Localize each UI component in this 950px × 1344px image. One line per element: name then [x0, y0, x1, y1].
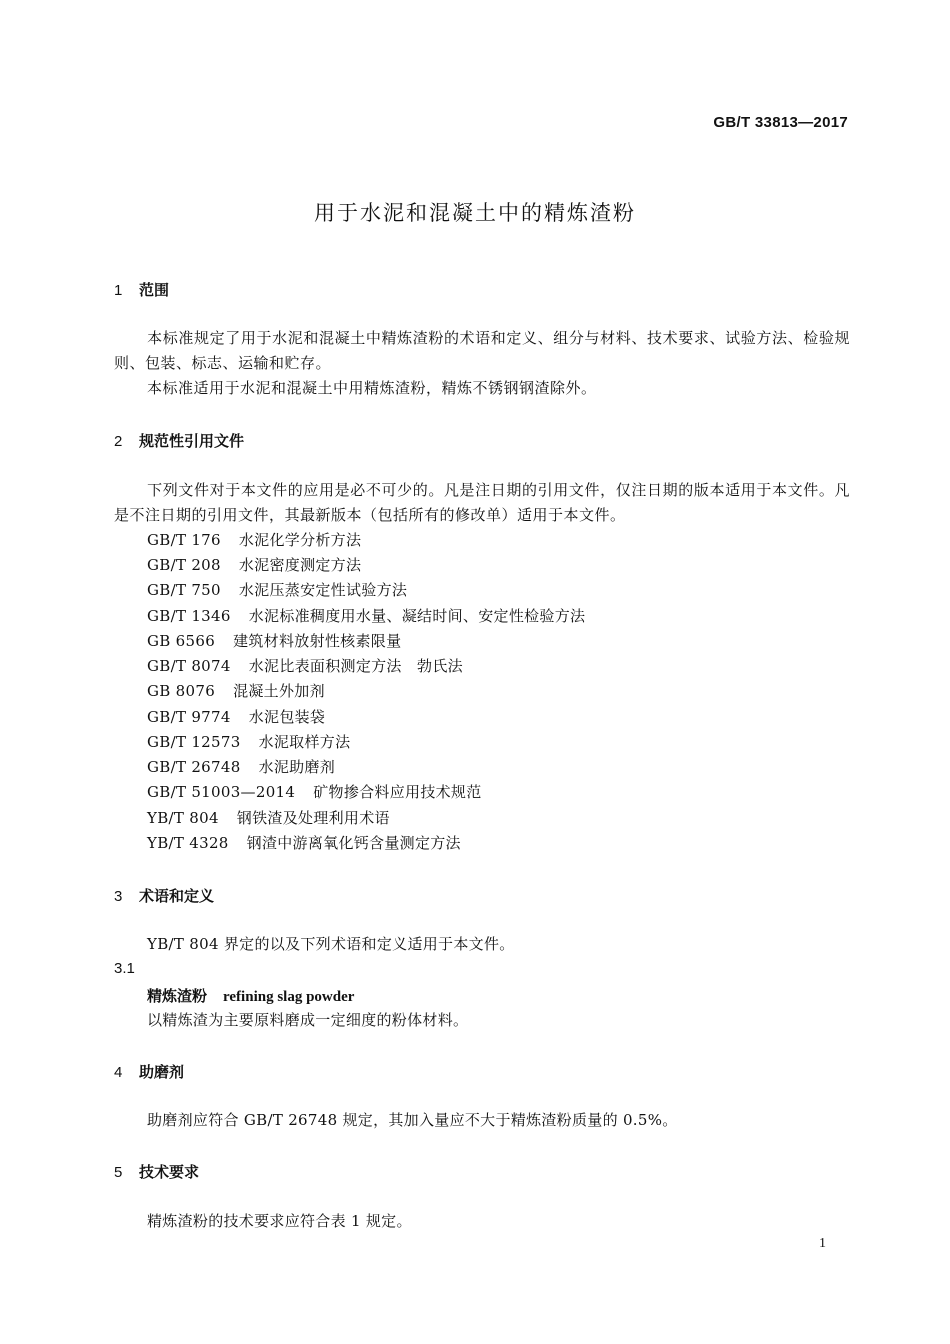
section-number: 3 — [114, 888, 123, 905]
section-number: 1 — [114, 282, 123, 299]
term-definition: 以精炼渣为主要原料磨成一定细度的粉体材料。 — [147, 1011, 469, 1029]
reference-item: GB/T 9774 水泥包装袋 — [147, 708, 326, 726]
section-title: 规范性引用文件 — [139, 432, 245, 450]
section-number: 5 — [114, 1164, 123, 1181]
reference-item: GB/T 8074 水泥比表面积测定方法 勃氏法 — [147, 657, 463, 675]
technical-requirements-paragraph: 精炼渣粉的技术要求应符合表 1 规定。 — [147, 1212, 412, 1230]
section-title: 术语和定义 — [139, 887, 215, 905]
reference-item: GB 8076 混凝土外加剂 — [147, 682, 325, 700]
section-heading-technical-requirements — [114, 1161, 199, 1182]
reference-item: GB/T 51003—2014 矿物掺合料应用技术规范 — [147, 783, 482, 801]
section-title: 助磨剂 — [139, 1063, 185, 1081]
section-number: 4 — [114, 1064, 123, 1081]
document-title: 用于水泥和混凝土中的精炼渣粉 — [314, 201, 636, 225]
section-title: 技术要求 — [139, 1163, 200, 1181]
reference-item: YB/T 804 钢铁渣及处理利用术语 — [147, 809, 390, 827]
section-number: 2 — [114, 433, 123, 450]
subclause-number: 3.1 — [114, 960, 135, 977]
section-heading-terms-definitions — [114, 885, 214, 906]
standard-number: GB/T 33813—2017 — [713, 114, 848, 131]
references-intro-paragraph: 下列文件对于本文件的应用是必不可少的。凡是注日期的引用文件，仅注日期的版本适用于本文件。凡是不注日期的引用文件，其最新版本（包括所有的修改单）适用于本文件。 — [114, 481, 850, 524]
reference-item: GB/T 750 水泥压蒸安定性试验方法 — [147, 581, 408, 599]
term-english: refining slag powder — [223, 989, 355, 1005]
grinding-aid-paragraph: 助磨剂应符合 GB/T 26748 规定，其加入量应不大于精炼渣粉质量的 0.5%。 — [147, 1111, 678, 1129]
section-heading-normative-references — [114, 430, 244, 451]
scope-paragraph-2: 本标准适用于水泥和混凝土中用精炼渣粉，精炼不锈钢钢渣除外。 — [147, 379, 597, 397]
term-chinese: 精炼渣粉 — [147, 987, 208, 1005]
reference-item: GB/T 12573 水泥取样方法 — [147, 733, 351, 751]
scope-paragraph-1: 本标准规定了用于水泥和混凝土中精炼渣粉的术语和定义、组分与材料、技术要求、试验方法、检验规则、包装、标志、运输和贮存。 — [114, 329, 850, 372]
reference-item: GB/T 176 水泥化学分析方法 — [147, 531, 362, 549]
reference-item: GB/T 26748 水泥助磨剂 — [147, 758, 336, 776]
reference-item: GB/T 1346 水泥标准稠度用水量、凝结时间、安定性检验方法 — [147, 607, 586, 625]
term-entry — [147, 985, 354, 1006]
section-heading-scope — [114, 279, 169, 300]
section-heading-grinding-aid — [114, 1061, 184, 1082]
section-title: 范围 — [139, 281, 170, 299]
reference-item: YB/T 4328 钢渣中游离氧化钙含量测定方法 — [147, 834, 461, 852]
reference-item: GB 6566 建筑材料放射性核素限量 — [147, 632, 402, 650]
terms-intro-paragraph: YB/T 804 界定的以及下列术语和定义适用于本文件。 — [147, 935, 515, 953]
page-number: 1 — [819, 1236, 826, 1251]
reference-item: GB/T 208 水泥密度测定方法 — [147, 556, 362, 574]
